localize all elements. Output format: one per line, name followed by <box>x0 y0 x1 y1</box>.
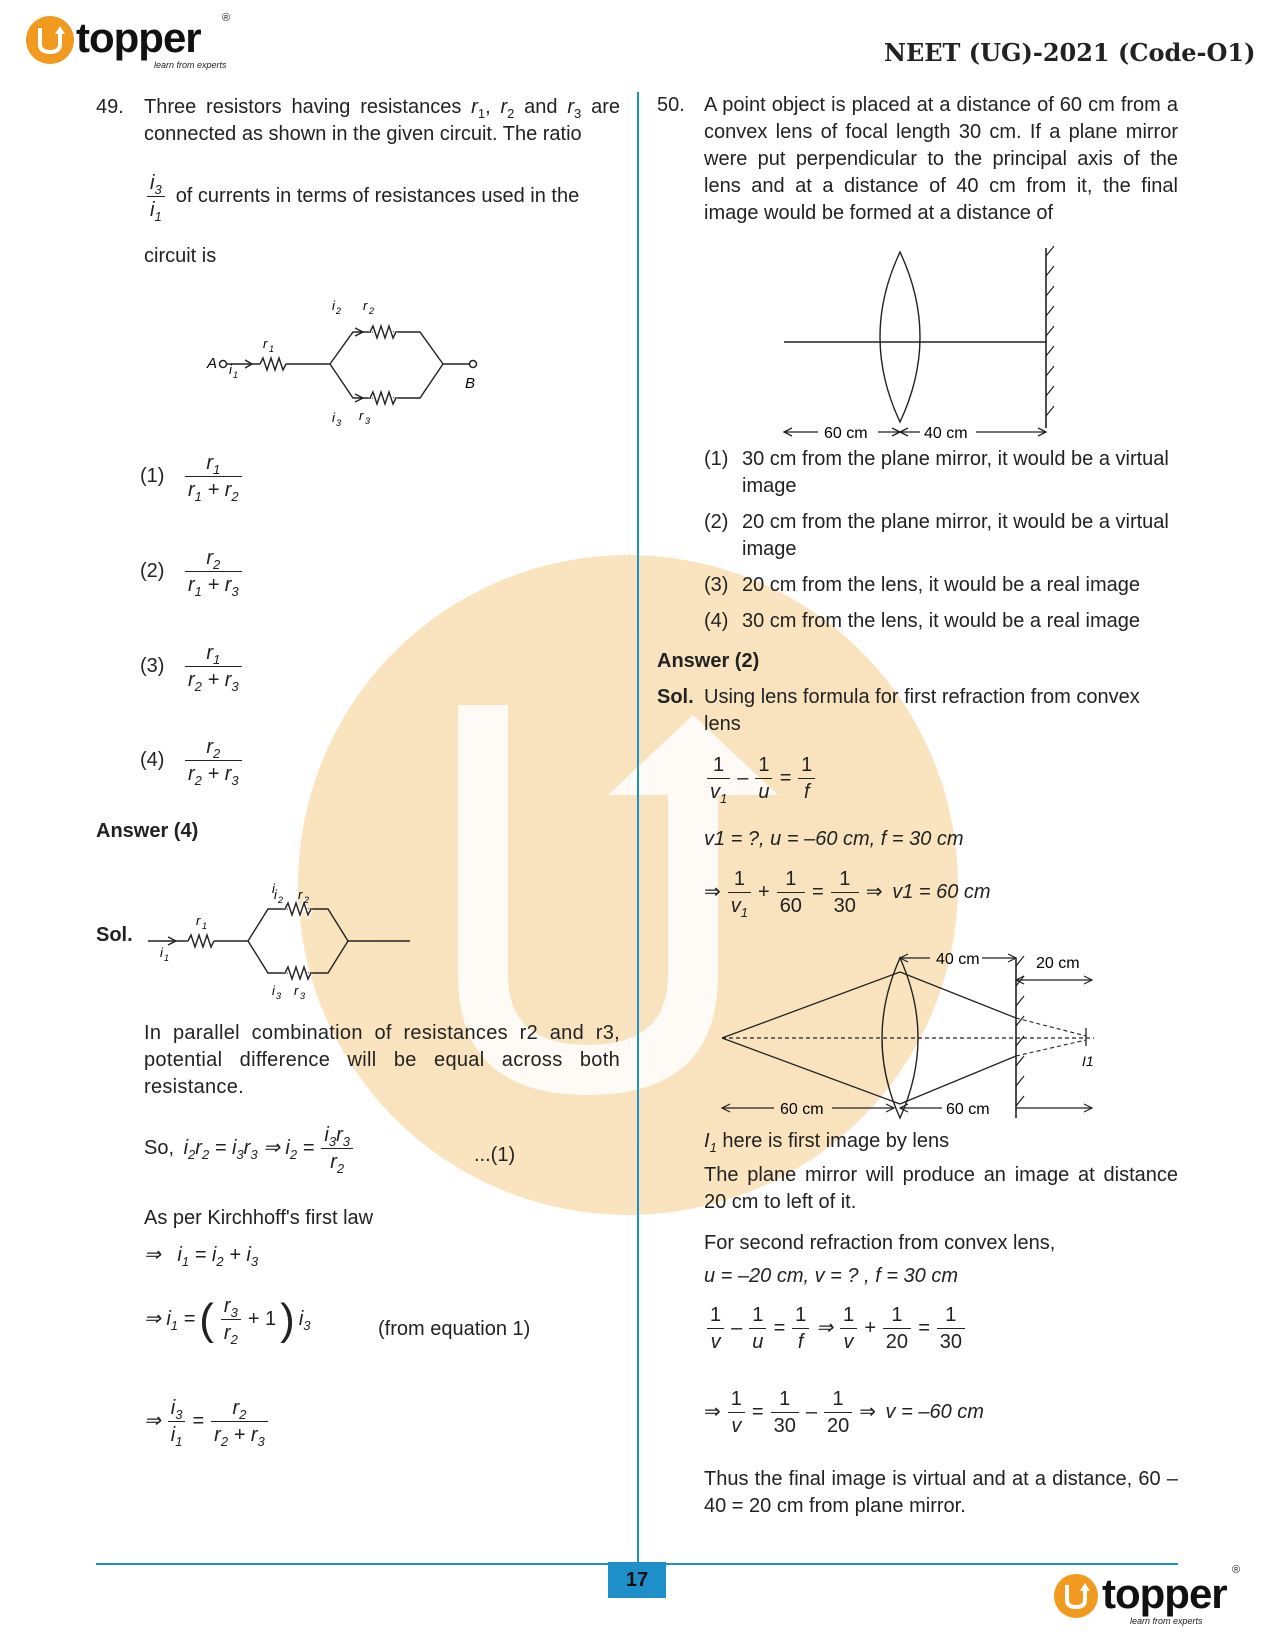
fig2-image-label: I1 <box>1082 1053 1094 1069</box>
q49-from-eq: (from equation 1) <box>378 1318 531 1340</box>
q49-stem-c: of currents in terms of resistances used in the <box>175 185 580 207</box>
q49-option-3-number: (3) <box>140 655 165 677</box>
q50-option-4-text: 30 cm from the lens, it would be a real image <box>742 610 1140 632</box>
q50-eq1: ⇒ $\frac{1}{v_1}$ + $\frac{1}{60}$ = $\frac{1}{30}$ ⇒ v1 = 60 cm <box>704 868 991 920</box>
q50-option-2-number: (2) <box>704 511 729 533</box>
q49-option-1-number: (1) <box>140 465 165 487</box>
q50-given1: v1 = ?, u = –60 cm, f = 30 cm <box>704 828 964 850</box>
svg-text:r: r <box>298 887 303 902</box>
q50-answer: Answer (2) <box>657 650 760 672</box>
svg-text:3: 3 <box>276 991 282 1001</box>
q50-i1-line: $I_1$ here is first image by lens <box>704 1130 950 1155</box>
registered-mark: ® <box>222 12 231 24</box>
page-number: 17 <box>608 1562 666 1598</box>
svg-text:r: r <box>196 913 201 928</box>
q49-option-4[interactable]: (4) $\frac{r_2}{r_2 + r_3}$ <box>140 734 245 787</box>
q50-number: 50. <box>657 94 685 116</box>
q49-kirchhoff: As per Kirchhoff's first law <box>144 1207 374 1229</box>
svg-text:3: 3 <box>336 418 342 428</box>
q49-stem-ratio: $\frac{i_3}{i_1}$ of currents in terms of resistances used in the <box>144 170 620 223</box>
svg-text:2: 2 <box>278 895 284 905</box>
q50-option-2[interactable] <box>704 509 1178 563</box>
q50-eq3: ⇒ $\frac{1}{v}$ = $\frac{1}{30}$ – $\frac{1}{20}$ ⇒ v = –60 cm <box>704 1388 984 1437</box>
q49-option-1[interactable]: (1) $\frac{r_1}{r_1 + r_2}$ <box>140 450 245 503</box>
q49-sol-circuit <box>140 881 420 1020</box>
svg-text:2: 2 <box>336 306 342 316</box>
q49-eq2: ⇒ $i_1 = i_2 + i_3$ <box>144 1244 259 1269</box>
svg-text:r: r <box>359 408 364 423</box>
q49-option-2-number: (2) <box>140 560 165 582</box>
svg-text:r: r <box>294 983 299 998</box>
topper-logo <box>24 12 244 79</box>
q49-eq3: ⇒ $i_1$ = ( $\frac{r_3}{r_2}$ + 1 ) $i_3$ <box>144 1294 311 1347</box>
node-b-label: B <box>465 375 476 392</box>
q50-i1-text: here is first image by lens <box>722 1130 950 1152</box>
q50-result2: v = –60 cm <box>885 1401 984 1423</box>
q50-mirror-text: The plane mirror will produce an image at distance 20 cm to left of it. <box>704 1164 1178 1213</box>
svg-text:1: 1 <box>269 344 275 354</box>
brand-tagline: learn from experts <box>154 60 227 70</box>
q50-option-1-text: 30 cm from the plane mirror, it would be a virtual image <box>742 448 1169 497</box>
svg-text:i: i <box>272 881 275 896</box>
fig2-top-label: 40 cm <box>936 951 980 968</box>
svg-text:i: i <box>160 945 163 960</box>
topper-logo-icon <box>26 16 74 64</box>
q49-eq1: So, $i_2r_2 = i_3r_3$ ⇒ $i_2$ = $\frac{i_3r_3}{r_2}$ <box>144 1122 356 1175</box>
footer-topper-logo <box>1050 1564 1241 1633</box>
svg-text:3: 3 <box>300 991 306 1001</box>
svg-text:i: i <box>332 410 335 425</box>
svg-text:r: r <box>363 298 368 313</box>
q49-number: 49. <box>96 96 124 118</box>
brand-name: topper <box>76 14 201 61</box>
q49-circuit-diagram <box>205 298 505 433</box>
svg-text:3: 3 <box>365 416 371 426</box>
q50-option-3-number: (3) <box>704 574 729 596</box>
q49-option-2[interactable]: (2) $\frac{r_2}{r_1 + r_3}$ <box>140 545 245 598</box>
q49-option-3[interactable]: (3) $\frac{r_1}{r_2 + r_3}$ <box>140 640 245 693</box>
q50-final-text: Thus the final image is virtual and at a distance, 60 – 40 = 20 cm from plane mirror. <box>704 1468 1178 1517</box>
q50-ray-diagram <box>714 948 1114 1133</box>
column-divider <box>637 92 639 1567</box>
svg-text:i: i <box>274 887 277 902</box>
svg-text:i: i <box>332 298 335 313</box>
footer-brand-tagline: learn from experts <box>1130 1616 1203 1626</box>
fig1-right-label: 40 cm <box>924 425 968 442</box>
svg-text:2: 2 <box>304 895 310 905</box>
svg-text:r: r <box>263 336 268 351</box>
q50-given2: u = –20 cm, v = ? , f = 30 cm <box>704 1265 959 1287</box>
q50-eq2: $\frac{1}{v}$ – $\frac{1}{u}$ = $\frac{1}{f}$ ⇒ $\frac{1}{v}$ + $\frac{1}{20}$ = $\frac{1}{30}$ <box>704 1302 968 1355</box>
fig2-right-label: 60 cm <box>946 1101 990 1118</box>
q49-stem: Three resistors having resistances $r_1$, $r_2$ and $r_3$ are connected as shown in the given circuit. The ratio <box>144 96 620 145</box>
q50-option-2-text: 20 cm from the plane mirror, it would be a virtual image <box>742 511 1169 560</box>
q49-so: So, <box>144 1137 175 1159</box>
node-a-label: A <box>207 355 218 372</box>
svg-text:1: 1 <box>202 921 208 931</box>
q49-sol-label: Sol. <box>96 924 133 946</box>
q50-option-3[interactable] <box>704 572 1178 599</box>
q49-option-4-number: (4) <box>140 749 165 771</box>
q49-answer: Answer (4) <box>96 820 199 842</box>
exam-title: NEET (UG)-2021 (Code-O1) <box>884 38 1256 67</box>
svg-text:i: i <box>272 983 275 998</box>
fig2-left-label: 60 cm <box>780 1101 824 1118</box>
q50-lens-formula: $\frac{1}{v_1}$ – $\frac{1}{u}$ = $\frac{1}{f}$ <box>704 752 818 805</box>
fig1-left-label: 60 cm <box>824 425 868 442</box>
q49-stem-a: Three resistors having resistances <box>144 96 462 118</box>
svg-text:2: 2 <box>369 306 375 316</box>
q49-sol-text: In parallel combination of resistances r2 and r3, potential difference will be equal across both resistance. <box>144 1022 620 1098</box>
footer-logo-icon <box>1054 1574 1098 1618</box>
svg-text:i: i <box>229 362 232 377</box>
q50-option-1[interactable] <box>704 446 1178 500</box>
q50-second-text: For second refraction from convex lens, <box>704 1232 1056 1254</box>
q49-stem-b: are connected as shown in the given circuit. The ratio <box>144 96 620 145</box>
q49-eq1-tag: ...(1) <box>474 1144 516 1166</box>
q49-stem-d: circuit is <box>144 245 217 267</box>
fig2-side-label: 20 cm <box>1036 955 1080 972</box>
q50-lens-mirror-figure <box>780 242 1080 447</box>
footer-brand-name: topper <box>1102 1570 1227 1617</box>
svg-text:1: 1 <box>164 953 170 963</box>
q49-final-eq: ⇒ $\frac{i_3}{i_1}$ = $\frac{r_2}{r_2 + r_3}$ <box>144 1395 271 1448</box>
footer-registered-mark: ® <box>1232 1564 1241 1576</box>
q50-option-4-number: (4) <box>704 610 729 632</box>
q50-option-3-text: 20 cm from the lens, it would be a real image <box>742 574 1140 596</box>
svg-text:1: 1 <box>233 370 239 380</box>
q50-sol-text: Using lens formula for first refraction from convex lens <box>704 686 1140 735</box>
q50-option-4[interactable] <box>704 608 1178 635</box>
q50-stem: A point object is placed at a distance of 60 cm from a convex lens of focal length 30 cm. If a plane mirror were put perpendicular to the principal axis of the lens and at a distance of 40 cm from it, the final image would be formed at a distance of <box>704 94 1178 224</box>
q50-option-1-number: (1) <box>704 448 729 470</box>
q50-result1: v1 = 60 cm <box>892 881 991 903</box>
q50-sol-label: Sol. <box>657 686 694 708</box>
